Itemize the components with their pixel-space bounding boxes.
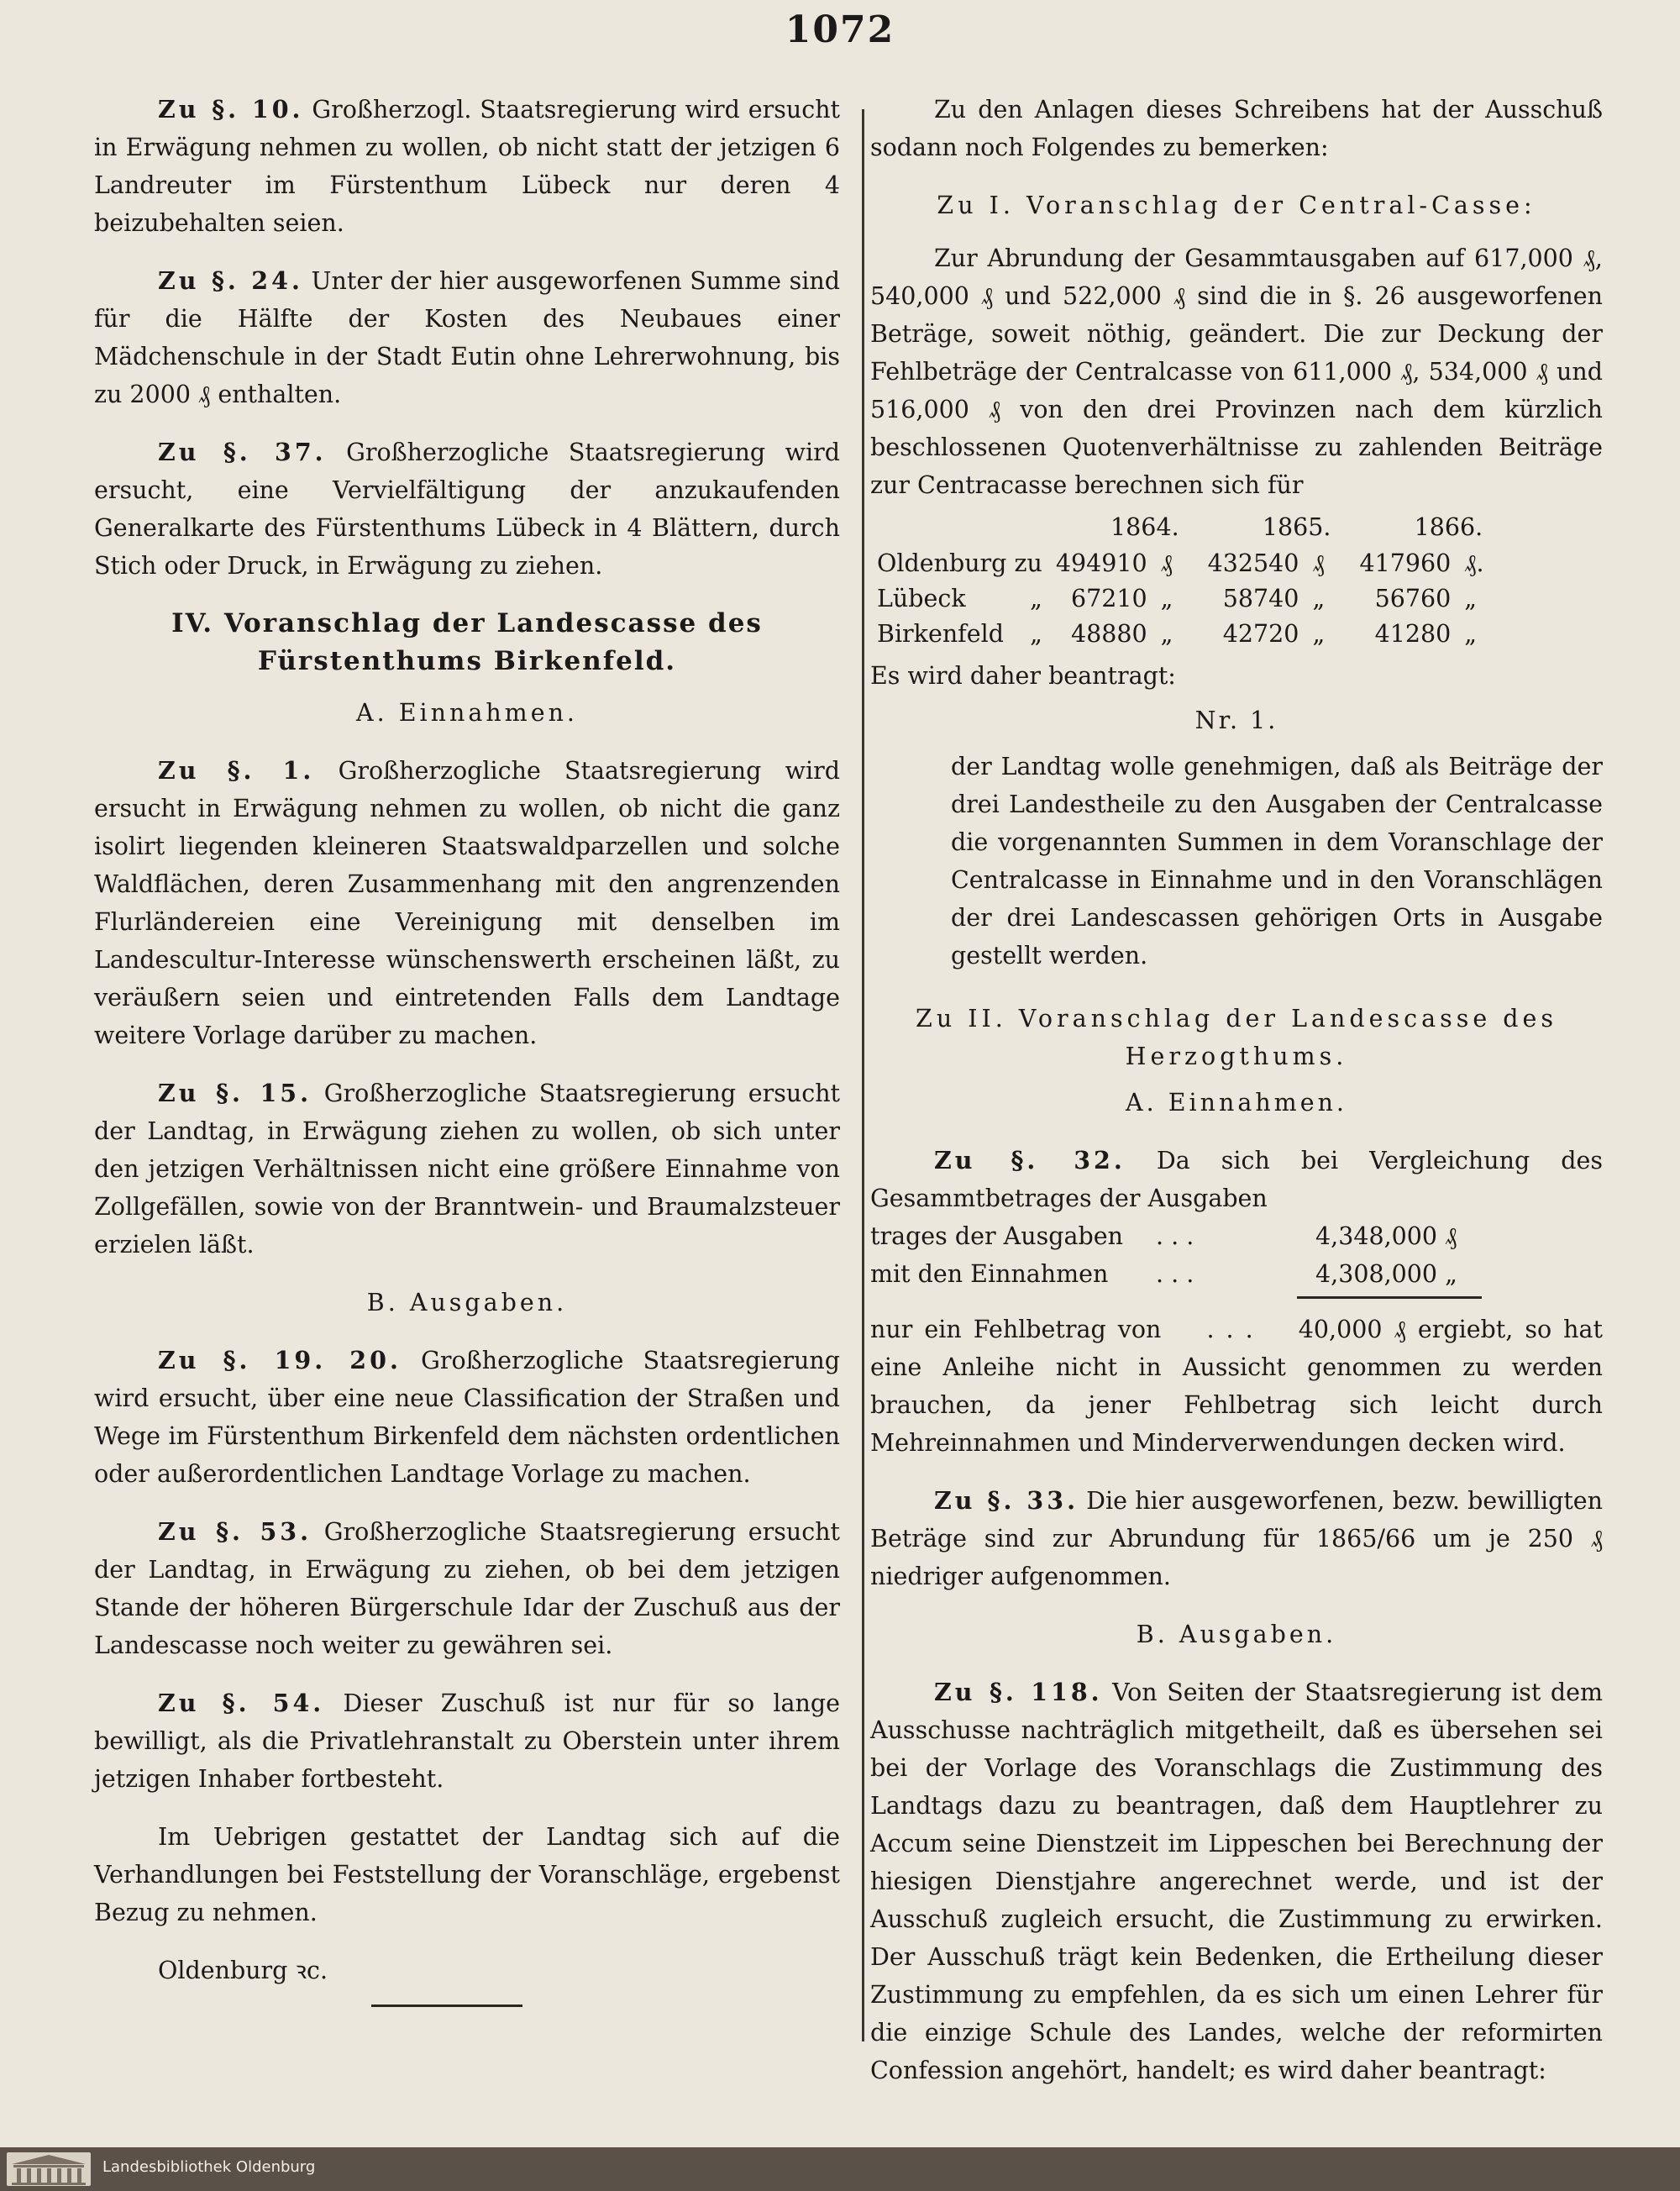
paragraph-text: Großherzogliche Staatsregierung wird ersucht in Erwägung nehmen zu wollen, ob nicht die ganz isolirt liegenden kleineren Staatswaldparzellen und solche Waldflächen, deren Zusammenhang mit den angrenzenden Flurländereien eine Vereinigung mit denselben im Landescultur-Interesse wünschenswerth erscheinen läßt, zu veräußern seien und eintretenden Falls dem Landtage weitere Vorlage darüber zu machen. [94, 757, 841, 1049]
year-header: 1864. [1110, 513, 1179, 541]
cell-unit: „ [1312, 585, 1326, 612]
page-number: 1072 [785, 8, 895, 51]
paragraph-text: Großherzogl. Staatsregierung wird ersucht in Erwägung nehmen zu wollen, ob nicht statt der jetzigen 6 Landreuter im Fürstenthum Lübeck nur deren 4 beizubehalten seien. [94, 96, 841, 237]
table-header-row [870, 509, 1504, 546]
section-heading-iv: IV. Voranschlag der Landescasse des Fürstenthums Birkenfeld. [171, 608, 763, 676]
footer-bar [0, 2147, 1680, 2191]
paragraph-text: Die hier ausgeworfenen, bezw. bewilligten Beträge sind zur Abrundung für 1865/66 um je 250 ₰ niedriger aufgenommen. [870, 1487, 1604, 1590]
cell-unit: ₰ [1312, 549, 1325, 577]
cell-value: 56760 [1374, 585, 1452, 612]
section-ref: Zu §. 24. [158, 266, 303, 295]
section-ref: Zu §. 1. [158, 756, 315, 785]
table-row [870, 617, 1504, 652]
row-label: Oldenburg zu [877, 549, 1042, 577]
section-ref: Zu §. 118. [934, 1678, 1103, 1706]
paragraph-text: Unter der hier ausgeworfenen Summe sind für die Hälfte der Kosten des Neubaues einer Mädchenschule in der Stadt Eutin ohne Lehrerwohnung, bis zu 2000 ₰ enthalten. [94, 267, 841, 408]
paragraph-text: Dieser Zuschuß ist nur für so lange bewilligt, als die Privatlehranstalt zu Oberstein unter ihrem jetzigen Inhaber fortbesteht. [94, 1689, 840, 1793]
right-column [870, 91, 1603, 2110]
table-row [870, 546, 1504, 581]
ditto-mark: „ [1030, 585, 1042, 612]
paragraph-text: Großherzogliche Staatsregierung wird ersucht, eine Vervielfältigung der anzukaufenden Generalkarte des Fürstenthums Lübeck in 4 Blättern, durch Stich oder Druck, in Erwägung zu ziehen. [94, 439, 841, 580]
library-building-icon [7, 2152, 91, 2186]
heading-central-casse: Zu I. Voranschlag der Central-Casse: [937, 192, 1536, 219]
paragraph-zu-24 [94, 262, 840, 413]
motion-number: Nr. 1. [1194, 707, 1278, 734]
paragraph-central-casse: Zur Abrundung der Gesammtausgaben auf 617,000 ₰, 540,000 ₰ und 522,000 ₰ sind die in §. 26 ausgeworfenen Beträge, soweit nöthig, geändert. Die zur Deckung der Fehlbeträge der Centralcasse von 611,000 ₰, 534,000 ₰ und 516,000 ₰ von den drei Provinzen nach dem kürzlich beschlossenen Quotenverhältnisse zu zahlenden Beiträge zur Centracasse berechnen sich für [870, 244, 1603, 499]
sum-label: mit den Einnahmen [870, 1260, 1109, 1288]
cell-unit: „ [1160, 620, 1173, 648]
cell-unit: ₰ [1160, 549, 1173, 577]
row-label [870, 617, 1049, 652]
motion-intro: Es wird daher beantragt: [870, 662, 1176, 690]
paragraph-zu-53 [94, 1513, 840, 1664]
fehlbetrag-label: nur ein Fehlbetrag von [870, 1316, 1162, 1343]
subheading-einnahmen-right: A. Einnahmen. [1126, 1089, 1347, 1117]
motion-text: der Landtag wolle genehmigen, daß als Beiträge der drei Landestheile zu den Ausgaben der Centralcasse die vorgenannten Summen in dem Voranschlage der Centralcasse in Einnahme und in den Voranschlägen der drei Landescassen gehörigen Orts in Ausgabe gestellt werden. [951, 753, 1603, 969]
dots: . . . [1156, 1222, 1194, 1250]
cell-value: 48880 [1070, 620, 1147, 648]
sum-line-ausgaben [870, 1217, 1603, 1255]
section-ref: Zu §. 33. [934, 1486, 1079, 1515]
paragraph-text: ergiebt, so hat eine Anleihe nicht in Aussicht genommen zu werden brauchen, da jener Fehlbetrag sich leicht durch Mehreinnahmen und Minderverwendungen decken wird. [870, 1316, 1603, 1457]
dots: . . . [1156, 1260, 1194, 1288]
cell-unit: „ [1312, 620, 1326, 648]
section-ref: Zu §. 32. [934, 1146, 1126, 1174]
cell-value: 494910 [1055, 549, 1147, 577]
paragraph-zu-118 [870, 1673, 1603, 2089]
closing-place: Oldenburg ꝛc. [158, 1957, 328, 1984]
column-divider [862, 109, 864, 2041]
heading-herzogthum: Zu II. Voranschlag der Landescasse des Herzogthums. [916, 1005, 1557, 1070]
paragraph-zu-1 [94, 752, 840, 1054]
subheading-ausgaben-right: B. Ausgaben. [1136, 1621, 1337, 1648]
paragraph-text: Großherzogliche Staatsregierung ersucht der Landtag, in Erwägung ziehen zu wollen, ob sich unter den jetzigen Verhältnissen nicht eine größere Einnahme von Zollgefällen, sowie von der Branntwein- und Braumalzsteuer erzielen läßt. [94, 1080, 840, 1258]
sum-line-einnahmen [870, 1255, 1603, 1293]
library-name[interactable]: Landesbibliothek Oldenburg [102, 2158, 316, 2176]
cell-unit: „ [1160, 585, 1173, 612]
cell-unit: ₰. [1464, 549, 1484, 577]
row-label-text: Lübeck [877, 585, 966, 612]
fehlbetrag-value: 40,000 ₰ [1298, 1316, 1406, 1343]
left-column [94, 91, 840, 2007]
paragraph-text: Von Seiten der Staatsregierung ist dem Ausschusse nachträglich mitgetheilt, daß es übersehen sei bei der Vorlage des Voranschlags die Zustimmung des Landtags dazu zu beantragen, daß dem Hauptlehrer zu Accum seine Dienstzeit im Lippeschen bei Berechnung der hiesigen Dienstjahre angerechnet werde, und ist der Ausschuß zugleich ersucht, die Zustimmung zu erwirken. Der Ausschuß trägt kein Bedenken, die Ertheilung dieser Zustimmung zu empfehlen, da es sich um einen Lehrer für die einzige Schule des Landes, welche der reformirten Confession angehört, handelt; es wird daher beantragt: [870, 1679, 1604, 2084]
sum-label: trages der Ausgaben [870, 1222, 1123, 1250]
section-ref: Zu §. 54. [158, 1689, 325, 1717]
paragraph-zu-10 [94, 91, 840, 242]
cell-unit: „ [1464, 585, 1477, 612]
ditto-mark: „ [1030, 620, 1042, 648]
contributions-table [870, 509, 1504, 652]
row-label [870, 581, 1049, 617]
paragraph-zu-54 [94, 1684, 840, 1798]
paragraph-text: Da sich bei Vergleichung des Gesammtbetrages der Ausgaben [870, 1147, 1603, 1212]
cell-unit: „ [1464, 620, 1477, 648]
cell-value: 432540 [1207, 549, 1299, 577]
section-ref: Zu §. 53. [158, 1517, 312, 1546]
section-ref: Zu §. 10. [158, 95, 304, 123]
year-header: 1866. [1414, 513, 1483, 541]
cell-value: 41280 [1374, 620, 1452, 648]
section-ref: Zu §. 19. 20. [158, 1346, 402, 1374]
intro-paragraph: Zu den Anlagen dieses Schreibens hat der Ausschuß sodann noch Folgendes zu bemerken: [870, 96, 1603, 161]
paragraph-text: Großherzogliche Staatsregierung wird ersucht, über eine neue Classification der Straßen und Wege im Fürstenthum Birkenfeld dem nächsten ordentlichen oder außerordentlichen Landtage Vorlage zu machen. [94, 1347, 840, 1488]
sum-value: 4,308,000 „ [1315, 1260, 1457, 1288]
paragraph-zu-37 [94, 433, 840, 585]
section-ref: Zu §. 15. [158, 1079, 312, 1107]
sum-rule [1297, 1296, 1482, 1299]
cell-value: 58740 [1222, 585, 1299, 612]
paragraph-zu-15 [94, 1074, 840, 1264]
cell-value: 67210 [1070, 585, 1147, 612]
paragraph-zu-32-lead [870, 1142, 1603, 1217]
paragraph-zu-32-rest [870, 1311, 1603, 1462]
paragraph-closing-remark: Im Uebrigen gestattet der Landtag sich auf die Verhandlungen bei Feststellung der Voranschläge, ergebenst Bezug zu nehmen. [94, 1823, 840, 1926]
dots: . . . [1206, 1316, 1253, 1343]
section-ref: Zu §. 37. [158, 438, 327, 466]
cell-value: 42720 [1222, 620, 1299, 648]
row-label-text: Birkenfeld [877, 620, 1004, 648]
subheading-einnahmen: A. Einnahmen. [356, 699, 578, 727]
table-row [870, 581, 1504, 617]
closing-rule [371, 2004, 522, 2007]
sum-value: 4,348,000 ₰ [1315, 1222, 1457, 1250]
paragraph-zu-19-20 [94, 1342, 840, 1493]
subheading-ausgaben: B. Ausgaben. [366, 1289, 568, 1316]
cell-value: 417960 [1359, 549, 1452, 577]
paragraph-zu-33 [870, 1482, 1603, 1595]
paragraph-text: Großherzogliche Staatsregierung ersucht der Landtag, in Erwägung zu ziehen, ob bei dem jetzigen Stande der höheren Bürgerschule Idar der Zuschuß aus der Landescasse noch weiter zu gewähren sei. [94, 1518, 840, 1659]
year-header: 1865. [1262, 513, 1331, 541]
